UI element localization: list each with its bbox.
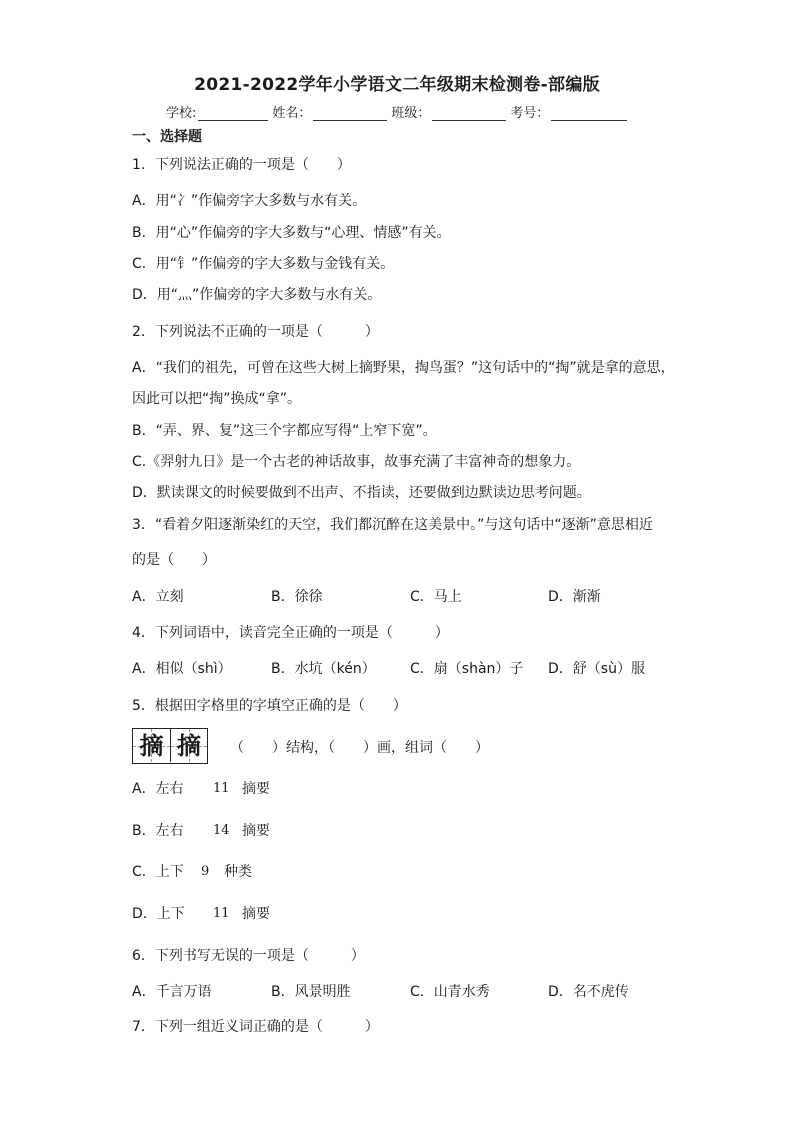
question-6-option-a[interactable]: A．千言万语: [132, 984, 212, 1000]
name-label: 姓名：: [272, 106, 312, 121]
section-heading: 一、选择题: [132, 129, 202, 145]
option-word: 摘要: [242, 823, 270, 839]
name-field[interactable]: [313, 106, 387, 121]
question-1-stem: 1．下列说法正确的一项是（ ）: [132, 157, 351, 173]
question-2-option-a-continued[interactable]: 因此可以把“掏”换成“拿”。: [132, 391, 302, 407]
option-strokes: 9: [201, 864, 210, 879]
grid-character: 摘: [139, 731, 164, 760]
class-field[interactable]: [432, 106, 506, 121]
school-field[interactable]: [198, 106, 268, 121]
question-4-stem: 4．下列词语中，读音完全正确的一项是（ ）: [132, 625, 449, 641]
question-5-option-b[interactable]: [132, 822, 270, 840]
question-1-option-b[interactable]: B．用“心”作偏旁的字大多数与“心理、情感”有关。: [132, 225, 451, 241]
option-letter: C．上下: [132, 864, 184, 880]
question-4-option-d[interactable]: D．舒（sù）服: [548, 661, 645, 677]
question-1-option-d[interactable]: D．用“灬”作偏旁的字大多数与水有关。: [132, 287, 382, 303]
question-5-option-a[interactable]: [132, 780, 270, 798]
class-label: 班级：: [391, 106, 431, 121]
grid-character: 摘: [176, 731, 201, 760]
question-2-option-b[interactable]: B．“弄、界、复”这三个字都应写得“上窄下宽”。: [132, 423, 437, 439]
question-3-stem: 3．“看着夕阳逐渐染红的天空，我们都沉醉在这美景中。”与这句话中“逐渐”意思相近: [132, 517, 653, 533]
question-3-option-d[interactable]: D．渐渐: [548, 589, 601, 605]
question-2-stem: 2．下列说法不正确的一项是（ ）: [132, 324, 379, 340]
question-4-option-c[interactable]: C．扇（shàn）子: [410, 661, 524, 677]
question-5-prompt: （ ）结构，（ ）画，组词（ ）: [230, 740, 489, 756]
question-3-option-b[interactable]: B．徐徐: [271, 589, 323, 605]
question-4-option-b[interactable]: B．水坑（kén）: [271, 661, 376, 677]
question-2-option-c[interactable]: C.《羿射九日》是一个古老的神话故事，故事充满了丰富神奇的想象力。: [132, 454, 581, 470]
number-label: 考号：: [510, 106, 550, 121]
number-field[interactable]: [551, 106, 627, 121]
tianzige-cell: [170, 729, 207, 762]
option-word: 摘要: [242, 906, 270, 922]
question-5-option-c[interactable]: [132, 863, 252, 881]
page-title: 2021-2022学年小学语文二年级期末检测卷-部编版: [194, 75, 600, 95]
question-6-option-d[interactable]: D．名不虎传: [548, 984, 629, 1000]
student-info-row: [166, 102, 631, 121]
option-letter: B．左右: [132, 823, 184, 839]
tianzige-grid: [132, 728, 208, 764]
question-1-option-a[interactable]: A．用“冫”作偏旁字大多数与水有关。: [132, 193, 367, 209]
question-5-stem: 5．根据田字格里的字填空正确的是（ ）: [132, 698, 407, 714]
question-6-option-c[interactable]: C．山青水秀: [410, 984, 490, 1000]
option-strokes: 11: [213, 781, 230, 796]
question-3-option-c[interactable]: C．马上: [410, 589, 462, 605]
question-1-option-c[interactable]: C．用“钅”作偏旁的字大多数与金钱有关。: [132, 256, 395, 272]
option-letter: A．左右: [132, 781, 184, 797]
question-2-option-d[interactable]: D．默读课文的时候要做到不出声、不指读，还要做到边默读边思考问题。: [132, 485, 591, 501]
option-letter: D．上下: [132, 906, 185, 922]
question-3-option-a[interactable]: A．立刻: [132, 589, 184, 605]
question-4-option-a[interactable]: A．相似（shì）: [132, 661, 232, 677]
question-6-stem: 6．下列书写无误的一项是（ ）: [132, 948, 365, 964]
question-5-option-d[interactable]: [132, 905, 270, 923]
question-2-option-a[interactable]: A．“我们的祖先，可曾在这些大树上摘野果，掏鸟蛋？”这句话中的“掏”就是拿的意思，: [132, 360, 675, 376]
option-strokes: 14: [213, 823, 230, 838]
tianzige-cell: [133, 729, 170, 762]
question-3-stem-continued: 的是（ ）: [132, 552, 216, 568]
school-label: 学校:: [166, 106, 197, 121]
question-6-option-b[interactable]: B．风景明胜: [271, 984, 351, 1000]
question-7-stem: 7．下列一组近义词正确的是（ ）: [132, 1019, 379, 1035]
option-word: 摘要: [242, 781, 270, 797]
option-strokes: 11: [213, 906, 230, 921]
option-word: 种类: [224, 864, 252, 880]
